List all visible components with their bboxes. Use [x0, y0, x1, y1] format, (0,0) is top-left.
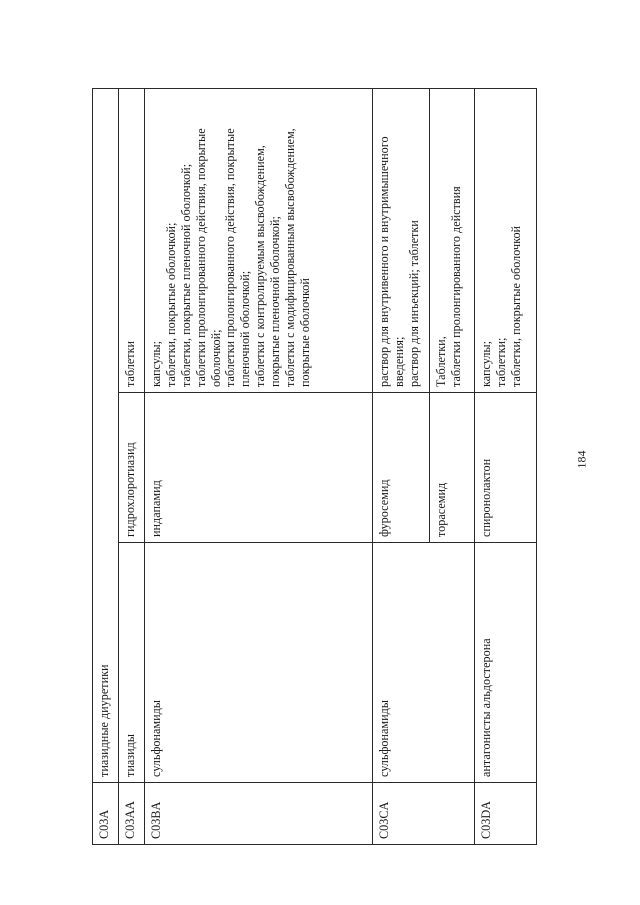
table-row — [119, 88, 145, 844]
dosage-forms-cell — [119, 88, 145, 392]
dosage-forms-cell — [145, 88, 373, 392]
table-row — [145, 88, 373, 844]
atc-code-cell: C03DA — [475, 783, 537, 845]
dosage-form: раствор для внутривенного и внутримышечного введения; — [377, 136, 406, 387]
dosage-forms-cell — [430, 88, 475, 392]
rotated-table-container — [92, 89, 540, 845]
dosage-forms-cell — [373, 88, 430, 392]
group-name-cell: сульфонамиды — [145, 543, 373, 783]
table-row — [93, 88, 119, 844]
drug-name-cell: индапамид — [145, 393, 373, 543]
atc-code-cell: C03CA — [373, 783, 475, 845]
dosage-form: капсулы; — [149, 341, 163, 387]
group-name-cell: сульфонамиды — [373, 543, 475, 783]
dosage-form: таблетки, покрытые оболочкой; — [163, 222, 178, 387]
dosage-form: таблетки, покрытые пленочной оболочкой; — [178, 163, 193, 387]
drug-name-cell: фуросемид — [373, 393, 430, 543]
page-number: 184 — [574, 450, 589, 469]
dosage-form: таблетки с контролируемым высвобождением, покрытые пленочной оболочкой; — [253, 145, 282, 387]
group-name-cell: тиазиды — [119, 543, 145, 783]
table-row — [373, 88, 430, 844]
group-name-cell: тиазидные диуретики — [93, 88, 119, 782]
dosage-form: таблетки пролонгированного действия, покрытые оболочкой; — [193, 128, 223, 387]
group-name-cell: антагонисты альдостерона — [475, 543, 537, 783]
dosage-form: раствор для инъекций; таблетки — [406, 220, 421, 387]
dosage-form: таблетки, покрытые оболочкой — [508, 225, 523, 387]
atc-code-cell: C03BA — [145, 783, 373, 845]
dosage-form: таблетки с модифицированным высвобождением, покрытые оболочкой — [282, 128, 312, 387]
dosage-form: таблетки пролонгированного действия, покрытые пленочной оболочкой; — [223, 128, 253, 387]
drug-name-cell: спиронолактон — [475, 393, 537, 543]
drug-name-cell: гидрохлоротиазид — [119, 393, 145, 543]
dosage-form: таблетки — [123, 340, 137, 387]
dosage-form: таблетки; — [493, 337, 508, 387]
atc-code-cell: C03AA — [119, 783, 145, 845]
dosage-forms-cell — [475, 88, 537, 392]
drug-name-cell: торасемид — [430, 393, 475, 543]
dosage-form: капсулы; — [479, 341, 493, 387]
dosage-form: таблетки пролонгированного действия — [448, 186, 463, 387]
atc-code-cell: C03A — [93, 783, 119, 845]
dosage-form: Таблетки, — [434, 336, 448, 387]
drug-classification-table — [92, 88, 537, 845]
table-row — [475, 88, 537, 844]
